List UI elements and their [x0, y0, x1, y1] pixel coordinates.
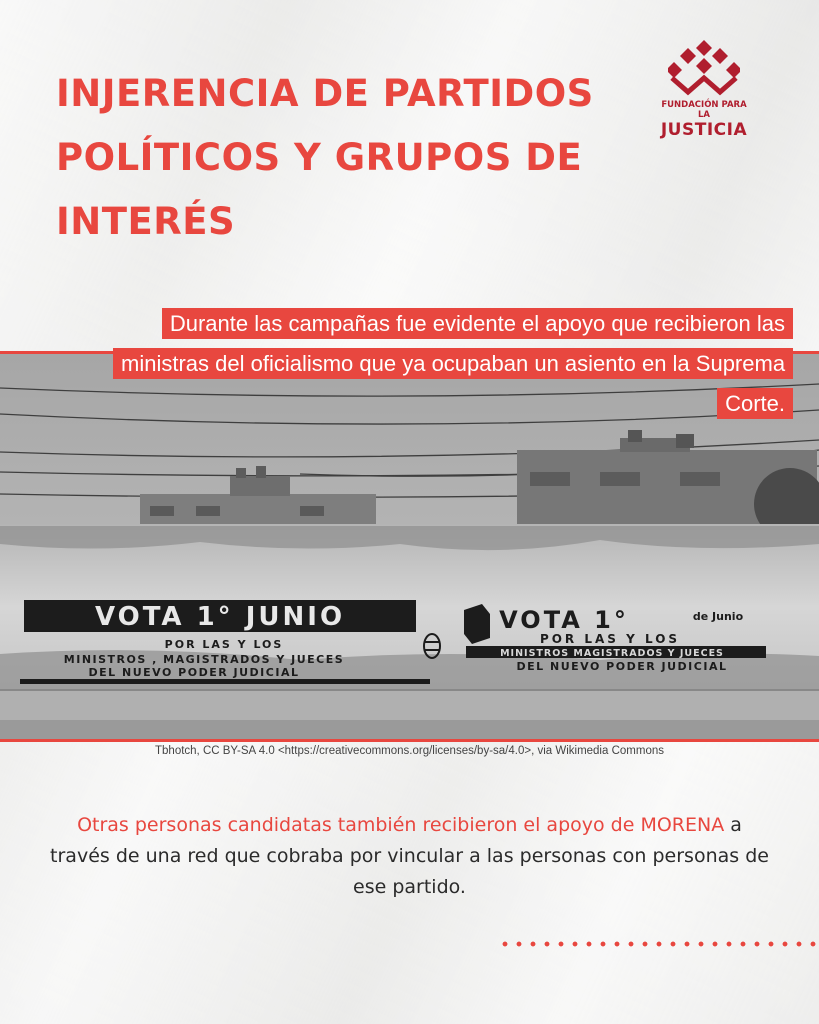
mural-right-line1: POR LAS Y LOS — [539, 632, 681, 646]
body-accent-text: Otras personas candidatas también recibieron el apoyo de MORENA — [77, 814, 725, 836]
highlight-quote — [113, 304, 793, 424]
mural-left-line1: POR LAS Y LOS — [164, 638, 284, 651]
logo-emblem-icon — [668, 38, 740, 96]
foundation-logo — [654, 38, 754, 140]
logo-text-top: FUNDACIÓN PARA LA — [661, 100, 747, 120]
body-paragraph — [50, 810, 769, 903]
mural-right-headline: VOTA 1° — [499, 606, 629, 634]
mural-left-line3: DEL NUEVO PODER JUDICIAL — [88, 666, 300, 679]
logo-text-main: JUSTICIA — [660, 120, 748, 140]
page-title: INJERENCIA DE PARTIDOS POLÍTICOS Y GRUPOS DE INTERÉS — [56, 72, 594, 243]
body-rest-text: a través de una red que cobraba por vincular a las personas con personas de ese partido. — [50, 814, 769, 898]
mural-left-line2: MINISTROS , MAGISTRADOS Y JUECES — [63, 653, 345, 666]
highlight-text: Durante las campañas fue evidente el apoyo que recibieron las ministras del oficialismo que ya ocupaban un asiento en la Suprema Corte. — [113, 308, 793, 419]
mural-right-line3: DEL NUEVO PODER JUDICIAL — [516, 660, 728, 673]
mural-right-line2: MINISTROS MAGISTRADOS Y JUECES — [500, 648, 724, 659]
mural-left-headline: VOTA 1° JUNIO — [94, 602, 346, 632]
mural-right-headline-small: de Junio — [692, 610, 744, 623]
dotted-divider — [498, 940, 819, 948]
photo-credit: Tbhotch, CC BY-SA 4.0 <https://creativecommons.org/licenses/by-sa/4.0>, via Wikimedia Commons — [155, 745, 664, 757]
